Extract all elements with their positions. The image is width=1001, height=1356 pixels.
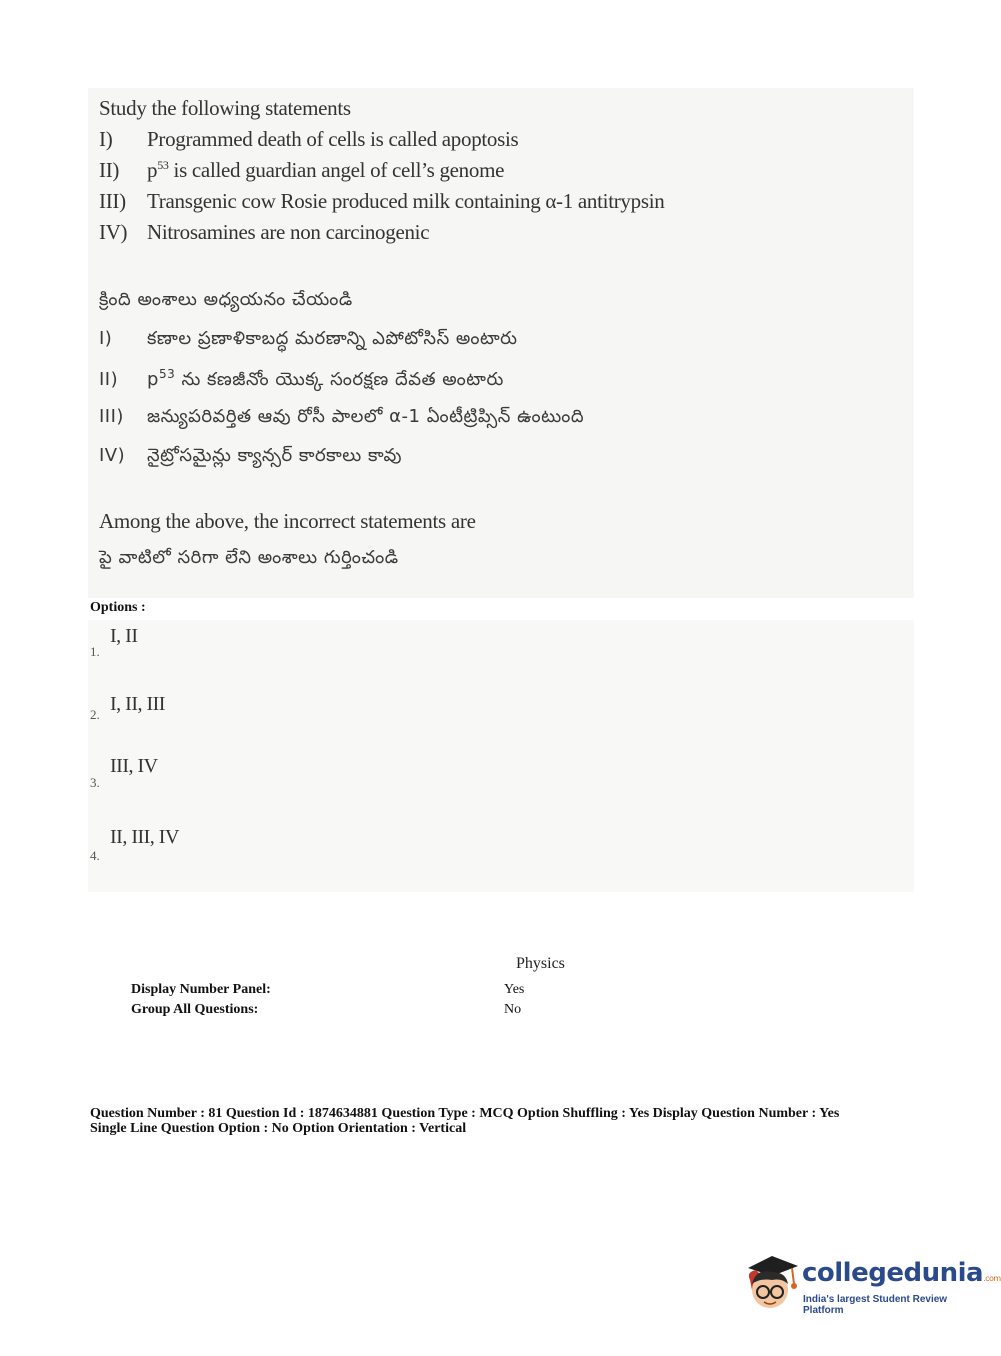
options-heading: Options : — [90, 600, 146, 615]
statement-telugu-1 — [99, 328, 518, 353]
statement-number: II) — [99, 158, 120, 182]
statement-text: Transgenic cow Rosie produced milk containing α-1 antitrypsin — [147, 189, 665, 213]
statement-number: III) — [99, 189, 126, 213]
question-prompt-telugu: పై వాటిలో సరిగా లేని అంశాలు గుర్తించండి — [99, 547, 399, 568]
statement-number: I) — [99, 127, 113, 151]
mascot-icon — [742, 1250, 802, 1312]
statement-number: IV) — [99, 445, 126, 466]
statement-text: Nitrosamines are non carcinogenic — [147, 220, 430, 244]
option-text: III, IV — [110, 755, 158, 777]
statement-english-1 — [99, 127, 518, 152]
statement-number: IV) — [99, 220, 128, 244]
option-text: I, II — [110, 625, 138, 647]
statement-english-2 — [99, 158, 504, 183]
logo-tagline: India's largest Student Review Platform — [803, 1294, 948, 1316]
question-intro-english: Study the following statements — [99, 96, 351, 120]
option-text: I, II, III — [110, 693, 165, 715]
statement-symbol: p — [147, 369, 159, 390]
logo-name: collegedunia — [802, 1258, 984, 1288]
section-subject: Physics — [516, 955, 565, 972]
option-number: 2. — [90, 707, 100, 722]
option-number: 1. — [90, 644, 100, 659]
statement-text: కణాల ప్రణాళికాబద్ధ మరణాన్ని ఎపోటోసిస్ అంటారు — [147, 328, 518, 349]
logo-dotcom: .com — [983, 1274, 1001, 1283]
logo-wordmark — [802, 1258, 1001, 1288]
option-4[interactable] — [88, 822, 914, 892]
statement-english-4 — [99, 220, 429, 245]
question-info-line-1: Question Number : 81 Question Id : 1874634881 Question Type : MCQ Option Shuffling : Yes Display Question Number : Yes — [90, 1106, 840, 1121]
statement-superscript: 53 — [157, 158, 169, 172]
statement-english-3 — [99, 189, 664, 214]
statement-text: Programmed death of cells is called apoptosis — [147, 127, 519, 151]
statement-text: నైట్రోసమైన్లు క్యాన్సర్ కారకాలు కావు — [147, 445, 403, 466]
group-all-questions-label: Group All Questions: — [131, 1002, 259, 1017]
display-number-panel-value: Yes — [504, 982, 525, 997]
option-3[interactable] — [88, 752, 914, 822]
option-number: 4. — [90, 848, 100, 863]
statement-number: I) — [99, 328, 113, 349]
statement-number: II) — [99, 369, 119, 390]
statement-number: III) — [99, 406, 124, 427]
display-number-panel-label: Display Number Panel: — [131, 982, 271, 997]
group-all-questions-value: No — [504, 1002, 522, 1017]
statement-text: ను కణజీనోం యొక్క సంరక్షణ దేవత అంటారు — [175, 369, 504, 390]
statement-telugu-2 — [99, 367, 504, 394]
option-number: 3. — [90, 775, 100, 790]
question-info-line-2: Single Line Question Option : No Option Orientation : Vertical — [90, 1121, 467, 1136]
question-prompt-english: Among the above, the incorrect statements are — [99, 509, 476, 533]
question-intro-telugu: క్రింది అంశాలు అధ్యయనం చేయండి — [99, 289, 353, 310]
statement-telugu-3 — [99, 406, 584, 431]
option-1[interactable] — [88, 620, 914, 690]
option-2[interactable] — [88, 690, 914, 760]
statement-superscript: 53 — [158, 367, 176, 381]
statement-symbol: p — [147, 158, 158, 182]
statement-text: is called guardian angel of cell’s genome — [168, 158, 505, 182]
statement-telugu-4 — [99, 445, 402, 470]
collegedunia-logo — [742, 1250, 1001, 1320]
option-text: II, III, IV — [110, 826, 179, 848]
statement-text: జన్యుపరివర్తిత ఆవు రోసీ పాలలో α-1 ఏంటీట్రిప్సిన్ ఉంటుంది — [147, 406, 585, 427]
